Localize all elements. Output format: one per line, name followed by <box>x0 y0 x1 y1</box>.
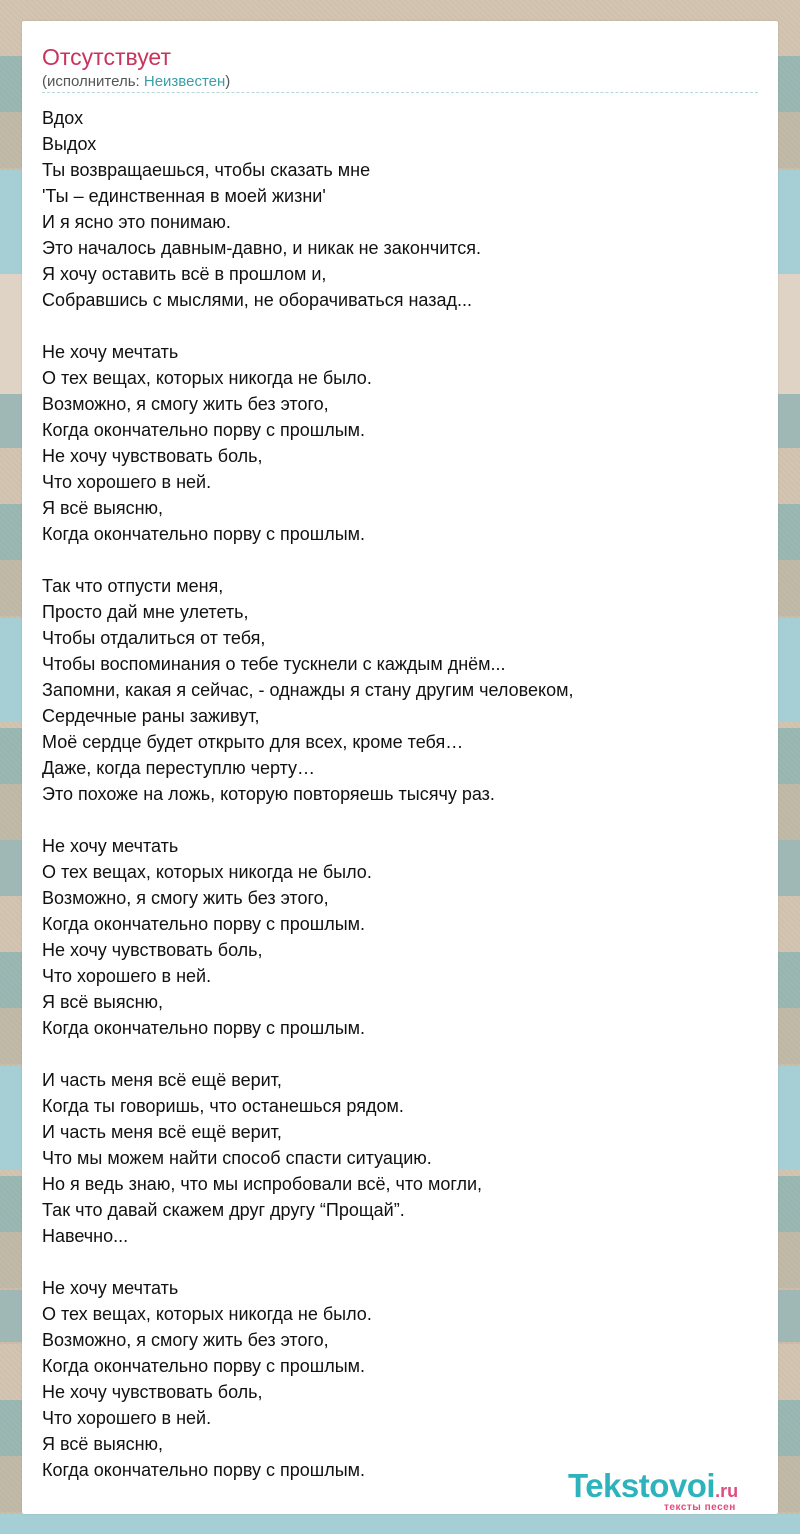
lyric-line: Когда окончательно порву с прошлым. <box>42 420 366 440</box>
lyric-line: О тех вещах, которых никогда не было. <box>42 1304 372 1324</box>
lyric-line: Не хочу чувствовать боль, <box>42 940 263 960</box>
lyric-line: Так что отпусти меня, <box>42 576 224 596</box>
lyric-line: Чтобы воспоминания о тебе тускнели с каждым днём... <box>42 654 506 674</box>
logo-tagline: тексты песен <box>664 1502 736 1513</box>
lyric-line: Я всё выясню, <box>42 992 164 1012</box>
lyric-line: И я ясно это понимаю. <box>42 212 231 232</box>
artist-prefix: (исполнитель: <box>42 73 144 90</box>
lyric-line: Я всё выясню, <box>42 498 164 518</box>
header-divider <box>42 92 758 93</box>
lyric-line: Но я ведь знаю, что мы испробовали всё, что могли, <box>42 1174 483 1194</box>
lyric-line: Сердечные раны заживут, <box>42 706 260 726</box>
lyric-line: И часть меня всё ещё верит, <box>42 1070 282 1090</box>
lyric-line: Так что давай скажем друг другу “Прощай”. <box>42 1200 405 1220</box>
background-band <box>0 1514 800 1534</box>
lyric-line: Возможно, я смогу жить без этого, <box>42 888 329 908</box>
lyric-line: Когда окончательно порву с прошлым. <box>42 1356 366 1376</box>
lyrics-stanza <box>42 573 758 807</box>
lyric-line: Не хочу чувствовать боль, <box>42 1382 263 1402</box>
lyrics-stanza <box>42 833 758 1041</box>
lyric-line: Что хорошего в ней. <box>42 472 212 492</box>
tekstovoi-logo[interactable] <box>568 1466 778 1516</box>
lyric-line: Моё сердце будет открыто для всех, кроме тебя… <box>42 732 464 752</box>
logo-name: Tekstovoi <box>568 1467 716 1504</box>
lyric-line: Собравшись с мыслями, не оборачиваться назад... <box>42 290 472 310</box>
lyrics-body <box>42 105 758 1509</box>
lyric-line: Выдох <box>42 134 97 154</box>
lyric-line: Вдох <box>42 108 84 128</box>
lyric-line: Даже, когда переступлю черту… <box>42 758 316 778</box>
artist-line <box>42 73 230 91</box>
lyric-line: 'Ты – единственная в моей жизни' <box>42 186 326 206</box>
lyric-line: О тех вещах, которых никогда не было. <box>42 862 372 882</box>
lyric-line: Что хорошего в ней. <box>42 1408 212 1428</box>
song-title: Отсутствует <box>42 44 171 70</box>
lyric-line: Возможно, я смогу жить без этого, <box>42 394 329 414</box>
lyric-line: И часть меня всё ещё верит, <box>42 1122 282 1142</box>
lyric-line: Когда окончательно порву с прошлым. <box>42 1460 366 1480</box>
lyric-line: Не хочу чувствовать боль, <box>42 446 263 466</box>
lyric-line: Что мы можем найти способ спасти ситуацию. <box>42 1148 432 1168</box>
lyric-line: Не хочу мечтать <box>42 836 179 856</box>
lyric-line: Просто дай мне улететь, <box>42 602 249 622</box>
lyrics-stanza <box>42 1067 758 1249</box>
lyric-line: Когда окончательно порву с прошлым. <box>42 524 366 544</box>
lyric-line: Когда ты говоришь, что останешься рядом. <box>42 1096 404 1116</box>
lyric-line: Не хочу мечтать <box>42 1278 179 1298</box>
lyric-line: Это началось давным-давно, и никак не закончится. <box>42 238 482 258</box>
lyric-line: Когда окончательно порву с прошлым. <box>42 914 366 934</box>
lyric-line: Чтобы отдалиться от тебя, <box>42 628 266 648</box>
artist-link[interactable]: Неизвестен <box>143 73 226 90</box>
lyrics-stanza <box>42 339 758 547</box>
lyrics-stanza <box>42 105 758 313</box>
lyric-line: Не хочу мечтать <box>42 342 179 362</box>
lyric-line: Когда окончательно порву с прошлым. <box>42 1018 366 1038</box>
lyric-line: Возможно, я смогу жить без этого, <box>42 1330 329 1350</box>
lyric-line: Ты возвращаешься, чтобы сказать мне <box>42 160 371 180</box>
lyric-line: Это похоже на ложь, которую повторяешь тысячу раз. <box>42 784 495 804</box>
lyric-line: Я всё выясню, <box>42 1434 164 1454</box>
logo-tld: .ru <box>715 1481 739 1501</box>
lyric-line: Запомни, какая я сейчас, - однажды я стану другим человеком, <box>42 680 574 700</box>
lyric-line: Я хочу оставить всё в прошлом и, <box>42 264 327 284</box>
artist-suffix: ) <box>225 73 231 90</box>
lyrics-stanza <box>42 1275 758 1483</box>
lyric-line: О тех вещах, которых никогда не было. <box>42 368 372 388</box>
lyric-line: Что хорошего в ней. <box>42 966 212 986</box>
lyric-line: Навечно... <box>42 1226 129 1246</box>
